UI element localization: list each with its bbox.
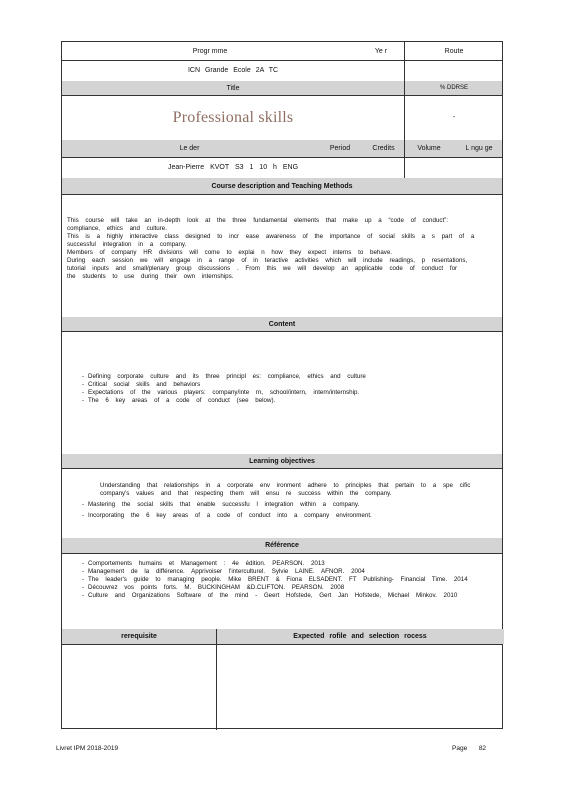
course-title: Professional skills xyxy=(172,108,294,126)
footer-left: Livret IPM 2018-2019 xyxy=(56,745,119,752)
description-line: This course will take an in-depth look at the three fundamental elements that make up a “code of conduct”: xyxy=(67,217,448,224)
bottom-section xyxy=(62,629,502,730)
leader-value: Jean-Pierre KVOT S3 1 10 h ENG xyxy=(167,164,299,171)
content-section xyxy=(62,331,502,454)
reference-item: - Découvrez vos points forts. M. BUCKINGHAM &D.CLIFTON. PEARSON. 2008 xyxy=(82,584,490,592)
content-item: - Critical social skills and behaviors xyxy=(82,381,492,389)
footer-page xyxy=(452,745,486,752)
leader-label: Le der xyxy=(179,145,200,152)
page-number: 82 xyxy=(478,745,487,752)
program-value: ICN Grande Ecole 2A TC xyxy=(187,67,279,74)
leader-value-row xyxy=(62,157,502,178)
course-description-heading: Course description and Teaching Methods xyxy=(62,178,502,194)
content-heading: Content xyxy=(62,317,502,331)
reference-section xyxy=(62,553,502,629)
title-header-row xyxy=(62,81,502,95)
learning-objectives-section xyxy=(62,468,502,538)
page-label: Page xyxy=(452,745,468,752)
leader-header-row xyxy=(62,140,502,157)
course-description-section xyxy=(62,194,502,317)
ddrse-value: - xyxy=(452,114,456,121)
title-label: Title xyxy=(226,84,240,92)
description-line: This is a highly interactive class designed to incr ease awareness of the importance of social skills a s part of a xyxy=(67,233,475,240)
reference-item: - Culture and Organizations Software of the mind - Geert Hofstede, Gert Jan Hofstede, Michael Minkov. 2010 xyxy=(82,592,490,600)
program-value-row xyxy=(62,60,502,81)
content-item: - Expectations of the various players: company/inte rn, school/intern, intern/internship. xyxy=(82,389,492,397)
reference-item: - Comportements humains et Management : 4e édition. PEARSON. 2013 xyxy=(82,560,490,568)
description-line: successful integration in a company. xyxy=(67,241,187,248)
expected-profile-label: Expected rofile and selection rocess xyxy=(216,629,504,644)
reference-list xyxy=(82,560,490,600)
program-header-row xyxy=(62,42,502,60)
ddrse-label: % DDRSE xyxy=(439,85,468,91)
content-item: - The 6 key areas of a code of conduct (see below). xyxy=(82,397,492,405)
objective-item: - Mastering the social skills that enable successfu l integration within a company. xyxy=(82,499,494,510)
objective-line: Understanding that relationships in a corporate env ironment adhere to principles that pertain to a spe cific xyxy=(100,482,471,489)
language-label: L ngu ge xyxy=(465,145,493,152)
route-label: Route xyxy=(444,47,464,55)
program-label: Progr mme xyxy=(192,47,228,55)
description-line: Members of company HR divisions will come to explai n how they expect interns to behave. xyxy=(67,249,393,256)
year-label: Ye r xyxy=(374,47,388,55)
objective-item: - Incorporating the 6 key areas of a code of conduct into a company environment. xyxy=(82,510,494,521)
content-item: - Defining corporate culture and its three principl es: compliance, ethics and culture xyxy=(82,373,492,381)
course-sheet xyxy=(61,41,503,729)
learning-objectives-heading: Learning objectives xyxy=(62,454,502,468)
period-label: Period xyxy=(329,145,351,152)
objective-line: company's values and that respecting them will ensu re success within the company. xyxy=(100,490,392,497)
content-list xyxy=(82,373,492,405)
description-line: compliance, ethics and culture. xyxy=(67,225,167,232)
reference-heading: Référence xyxy=(62,538,502,553)
reference-item: - Management de la différence. Apprivoiser l'interculturel. Sylvie LAINE. AFNOR. 2004 xyxy=(82,568,490,576)
credits-label: Credits xyxy=(372,145,395,152)
reference-item: - The leader's guide to managing people. Mike BRENT & Fiona ELSADENT. FT Publishing- Financial Time. 2014 xyxy=(82,576,490,584)
description-line: the students to use during their own internships. xyxy=(67,273,234,280)
title-value-row xyxy=(62,95,502,140)
description-line: tutorial inputs and small/plenary group discussions . From this we will develop an applicable code of conduct for xyxy=(67,265,458,272)
objective-list xyxy=(82,499,494,521)
prerequisite-label: rerequisite xyxy=(62,629,216,644)
description-line: During each session we will engage in a range of in teractive activities which will include readings, p resentations, xyxy=(67,257,468,264)
volume-label: Volume xyxy=(417,145,441,152)
